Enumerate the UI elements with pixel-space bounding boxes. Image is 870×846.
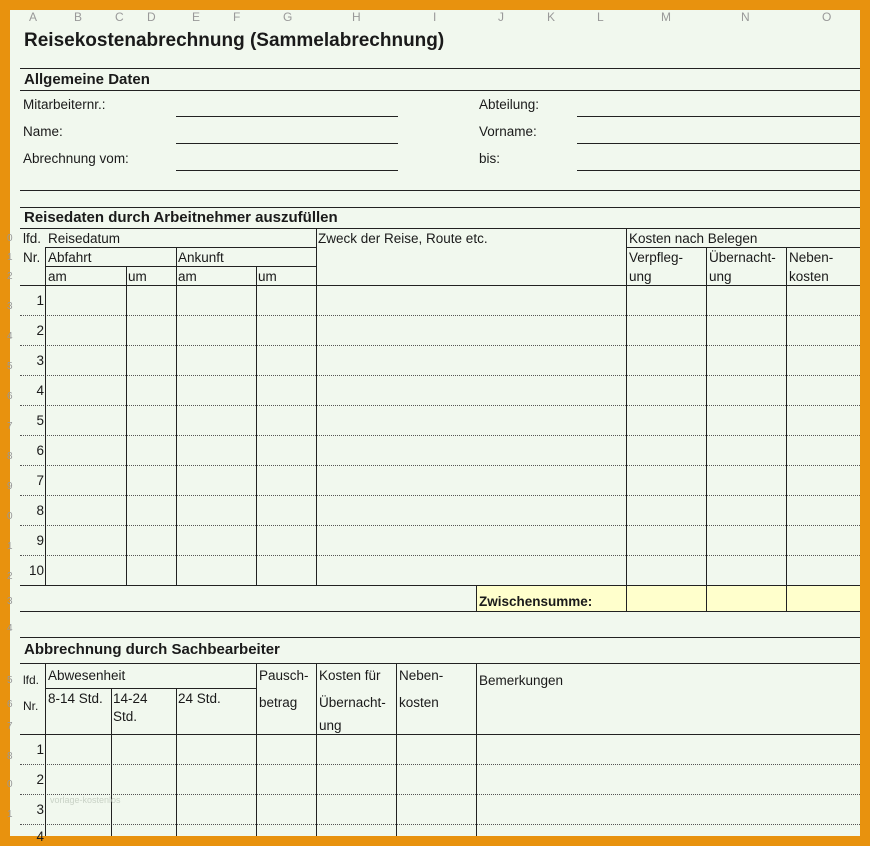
name-field[interactable] <box>176 143 398 144</box>
row-label[interactable]: 1 <box>7 252 13 263</box>
header-line <box>20 285 860 286</box>
header-line <box>20 734 860 735</box>
row-label[interactable]: 5 <box>7 675 13 686</box>
col-L[interactable]: L <box>597 10 604 24</box>
hours-24-label: 24 Std. <box>178 691 221 706</box>
clerk-lfd-label: lfd. <box>23 673 40 687</box>
first-name-label: Vorname: <box>479 124 537 139</box>
row-divider <box>20 495 860 496</box>
divider <box>20 90 860 91</box>
subtotal-label: Zwischensumme: <box>479 594 593 609</box>
arrival-label: Ankunft <box>178 250 224 265</box>
row-number: 6 <box>36 443 44 458</box>
nr-label: Nr. <box>23 250 41 265</box>
col-D[interactable]: D <box>147 10 156 24</box>
col-F[interactable]: F <box>233 10 241 24</box>
divider <box>20 228 860 229</box>
row-label[interactable]: 3 <box>7 301 13 312</box>
row-number: 2 <box>36 772 44 787</box>
flat-rate-label-1: Pausch- <box>259 668 309 683</box>
col-line <box>786 247 787 611</box>
from-label: Abrechnung vom: <box>23 151 129 166</box>
col-O[interactable]: O <box>822 10 832 24</box>
header-line <box>626 247 860 248</box>
col-line <box>126 266 127 585</box>
row-number: 1 <box>36 293 44 308</box>
remarks-label: Bemerkungen <box>479 673 564 688</box>
clerk-nr-label: Nr. <box>23 699 39 713</box>
row-divider <box>20 555 860 556</box>
row-divider <box>20 345 860 346</box>
col-line <box>316 228 317 585</box>
divider <box>20 207 860 208</box>
row-divider <box>20 465 860 466</box>
row-label[interactable]: 2 <box>7 571 13 582</box>
lodging-label-1: Übernacht- <box>709 250 776 265</box>
lodging-cost-label-3: ung <box>319 718 342 733</box>
row-number: 3 <box>36 802 44 817</box>
lodging-cost-label-1: Kosten für <box>319 668 381 683</box>
row-label[interactable]: 0 <box>7 779 13 790</box>
arrival-time-label: um <box>258 269 277 284</box>
row-label[interactable]: 0 <box>7 233 13 244</box>
col-J[interactable]: J <box>498 10 504 24</box>
col-C[interactable]: C <box>115 10 124 24</box>
row-number: 7 <box>36 473 44 488</box>
row-number: 8 <box>36 503 44 518</box>
header-line <box>45 266 316 267</box>
to-label: bis: <box>479 151 501 166</box>
divider <box>20 611 860 612</box>
department-field[interactable] <box>577 116 860 117</box>
row-divider <box>20 405 860 406</box>
row-divider <box>20 435 860 436</box>
arrival-date-label: am <box>178 269 197 284</box>
divider <box>20 663 860 664</box>
page-title: Reisekostenabrechnung (Sammelabrechnung) <box>24 30 445 51</box>
meals-label-1: Verpfleg- <box>629 250 684 265</box>
costs-label: Kosten nach Belegen <box>629 231 758 246</box>
row-number: 4 <box>36 829 44 844</box>
first-name-field[interactable] <box>577 143 860 144</box>
row-label[interactable]: 7 <box>7 421 13 432</box>
col-line <box>45 663 46 836</box>
divider <box>20 68 860 69</box>
travel-heading: Reisedaten durch Arbeitnehmer auszufüllen <box>24 209 338 226</box>
employee-no-field[interactable] <box>176 116 398 117</box>
row-label[interactable]: 8 <box>7 751 13 762</box>
row-label[interactable]: 1 <box>7 809 13 820</box>
row-number: 5 <box>36 413 44 428</box>
extra-label-1: Neben- <box>789 250 834 265</box>
col-I[interactable]: I <box>433 10 437 24</box>
row-label[interactable]: 9 <box>7 481 13 492</box>
divider <box>20 637 860 638</box>
row-number: 4 <box>36 383 44 398</box>
row-label[interactable]: 0 <box>7 511 13 522</box>
row-divider <box>20 315 860 316</box>
hours-14-label-1: 14-24 <box>113 691 148 706</box>
departure-time-label: um <box>128 269 147 284</box>
from-field[interactable] <box>176 170 398 171</box>
row-label[interactable]: 1 <box>7 541 13 552</box>
row-label[interactable]: 6 <box>7 699 13 710</box>
meals-label-2: ung <box>629 269 652 284</box>
row-divider <box>20 375 860 376</box>
divider <box>20 190 860 191</box>
watermark: vorlage-kostenlos <box>50 795 121 805</box>
to-field[interactable] <box>577 170 860 171</box>
travel-date-label: Reisedatum <box>48 231 121 246</box>
col-line <box>476 663 477 836</box>
col-line <box>706 247 707 611</box>
col-line <box>626 228 627 611</box>
col-E[interactable]: E <box>192 10 201 24</box>
lfd-label: lfd. <box>23 231 42 246</box>
header-line <box>45 247 316 248</box>
row-label[interactable]: 2 <box>7 271 13 282</box>
row-divider <box>20 764 860 765</box>
general-heading: Allgemeine Daten <box>24 71 150 88</box>
col-line <box>476 585 477 611</box>
clerk-extra-label-2: kosten <box>399 695 439 710</box>
row-label[interactable]: 7 <box>7 721 13 732</box>
row-label[interactable]: 6 <box>7 391 13 402</box>
department-label: Abteilung: <box>479 97 540 112</box>
hours-8-label: 8-14 Std. <box>48 691 103 706</box>
departure-label: Abfahrt <box>48 250 92 265</box>
col-line <box>176 688 177 836</box>
lodging-label-2: ung <box>709 269 732 284</box>
row-number: 3 <box>36 353 44 368</box>
col-line <box>256 266 257 585</box>
departure-date-label: am <box>48 269 67 284</box>
row-number: 1 <box>36 742 44 757</box>
col-N[interactable]: N <box>741 10 750 24</box>
row-divider <box>20 525 860 526</box>
row-headers <box>7 10 20 836</box>
row-label[interactable]: 4 <box>7 623 13 634</box>
col-line <box>256 663 257 836</box>
extra-label-2: kosten <box>789 269 829 284</box>
row-number: 2 <box>36 323 44 338</box>
col-line <box>396 663 397 836</box>
row-label[interactable]: 5 <box>7 361 13 372</box>
clerk-heading: Abbrechnung durch Sachbearbeiter <box>24 641 280 658</box>
col-line <box>111 688 112 836</box>
spreadsheet[interactable] <box>7 10 860 844</box>
row-label[interactable]: 8 <box>7 451 13 462</box>
col-B[interactable]: B <box>74 10 83 24</box>
lodging-cost-label-2: Übernacht- <box>319 695 386 710</box>
flat-rate-label-2: betrag <box>259 695 298 710</box>
row-divider <box>20 824 860 825</box>
col-K[interactable]: K <box>547 10 556 24</box>
col-M[interactable]: M <box>661 10 671 24</box>
col-H[interactable]: H <box>352 10 361 24</box>
clerk-extra-label-1: Neben- <box>399 668 444 683</box>
col-G[interactable]: G <box>283 10 293 24</box>
column-headers <box>10 10 860 24</box>
col-line <box>176 247 177 585</box>
col-line <box>45 247 46 585</box>
row-label[interactable]: 3 <box>7 596 13 607</box>
purpose-label: Zweck der Reise, Route etc. <box>318 231 488 246</box>
row-number: 9 <box>36 533 44 548</box>
employee-no-label: Mitarbeiternr.: <box>23 97 106 112</box>
name-label: Name: <box>23 124 63 139</box>
header-line <box>45 688 256 689</box>
hours-14-label-2: Std. <box>113 709 138 724</box>
absence-label: Abwesenheit <box>48 668 126 683</box>
col-line <box>316 663 317 836</box>
row-divider <box>20 794 860 795</box>
row-label[interactable]: 4 <box>7 331 13 342</box>
row-number: 10 <box>28 563 44 578</box>
col-A[interactable]: A <box>29 10 38 24</box>
